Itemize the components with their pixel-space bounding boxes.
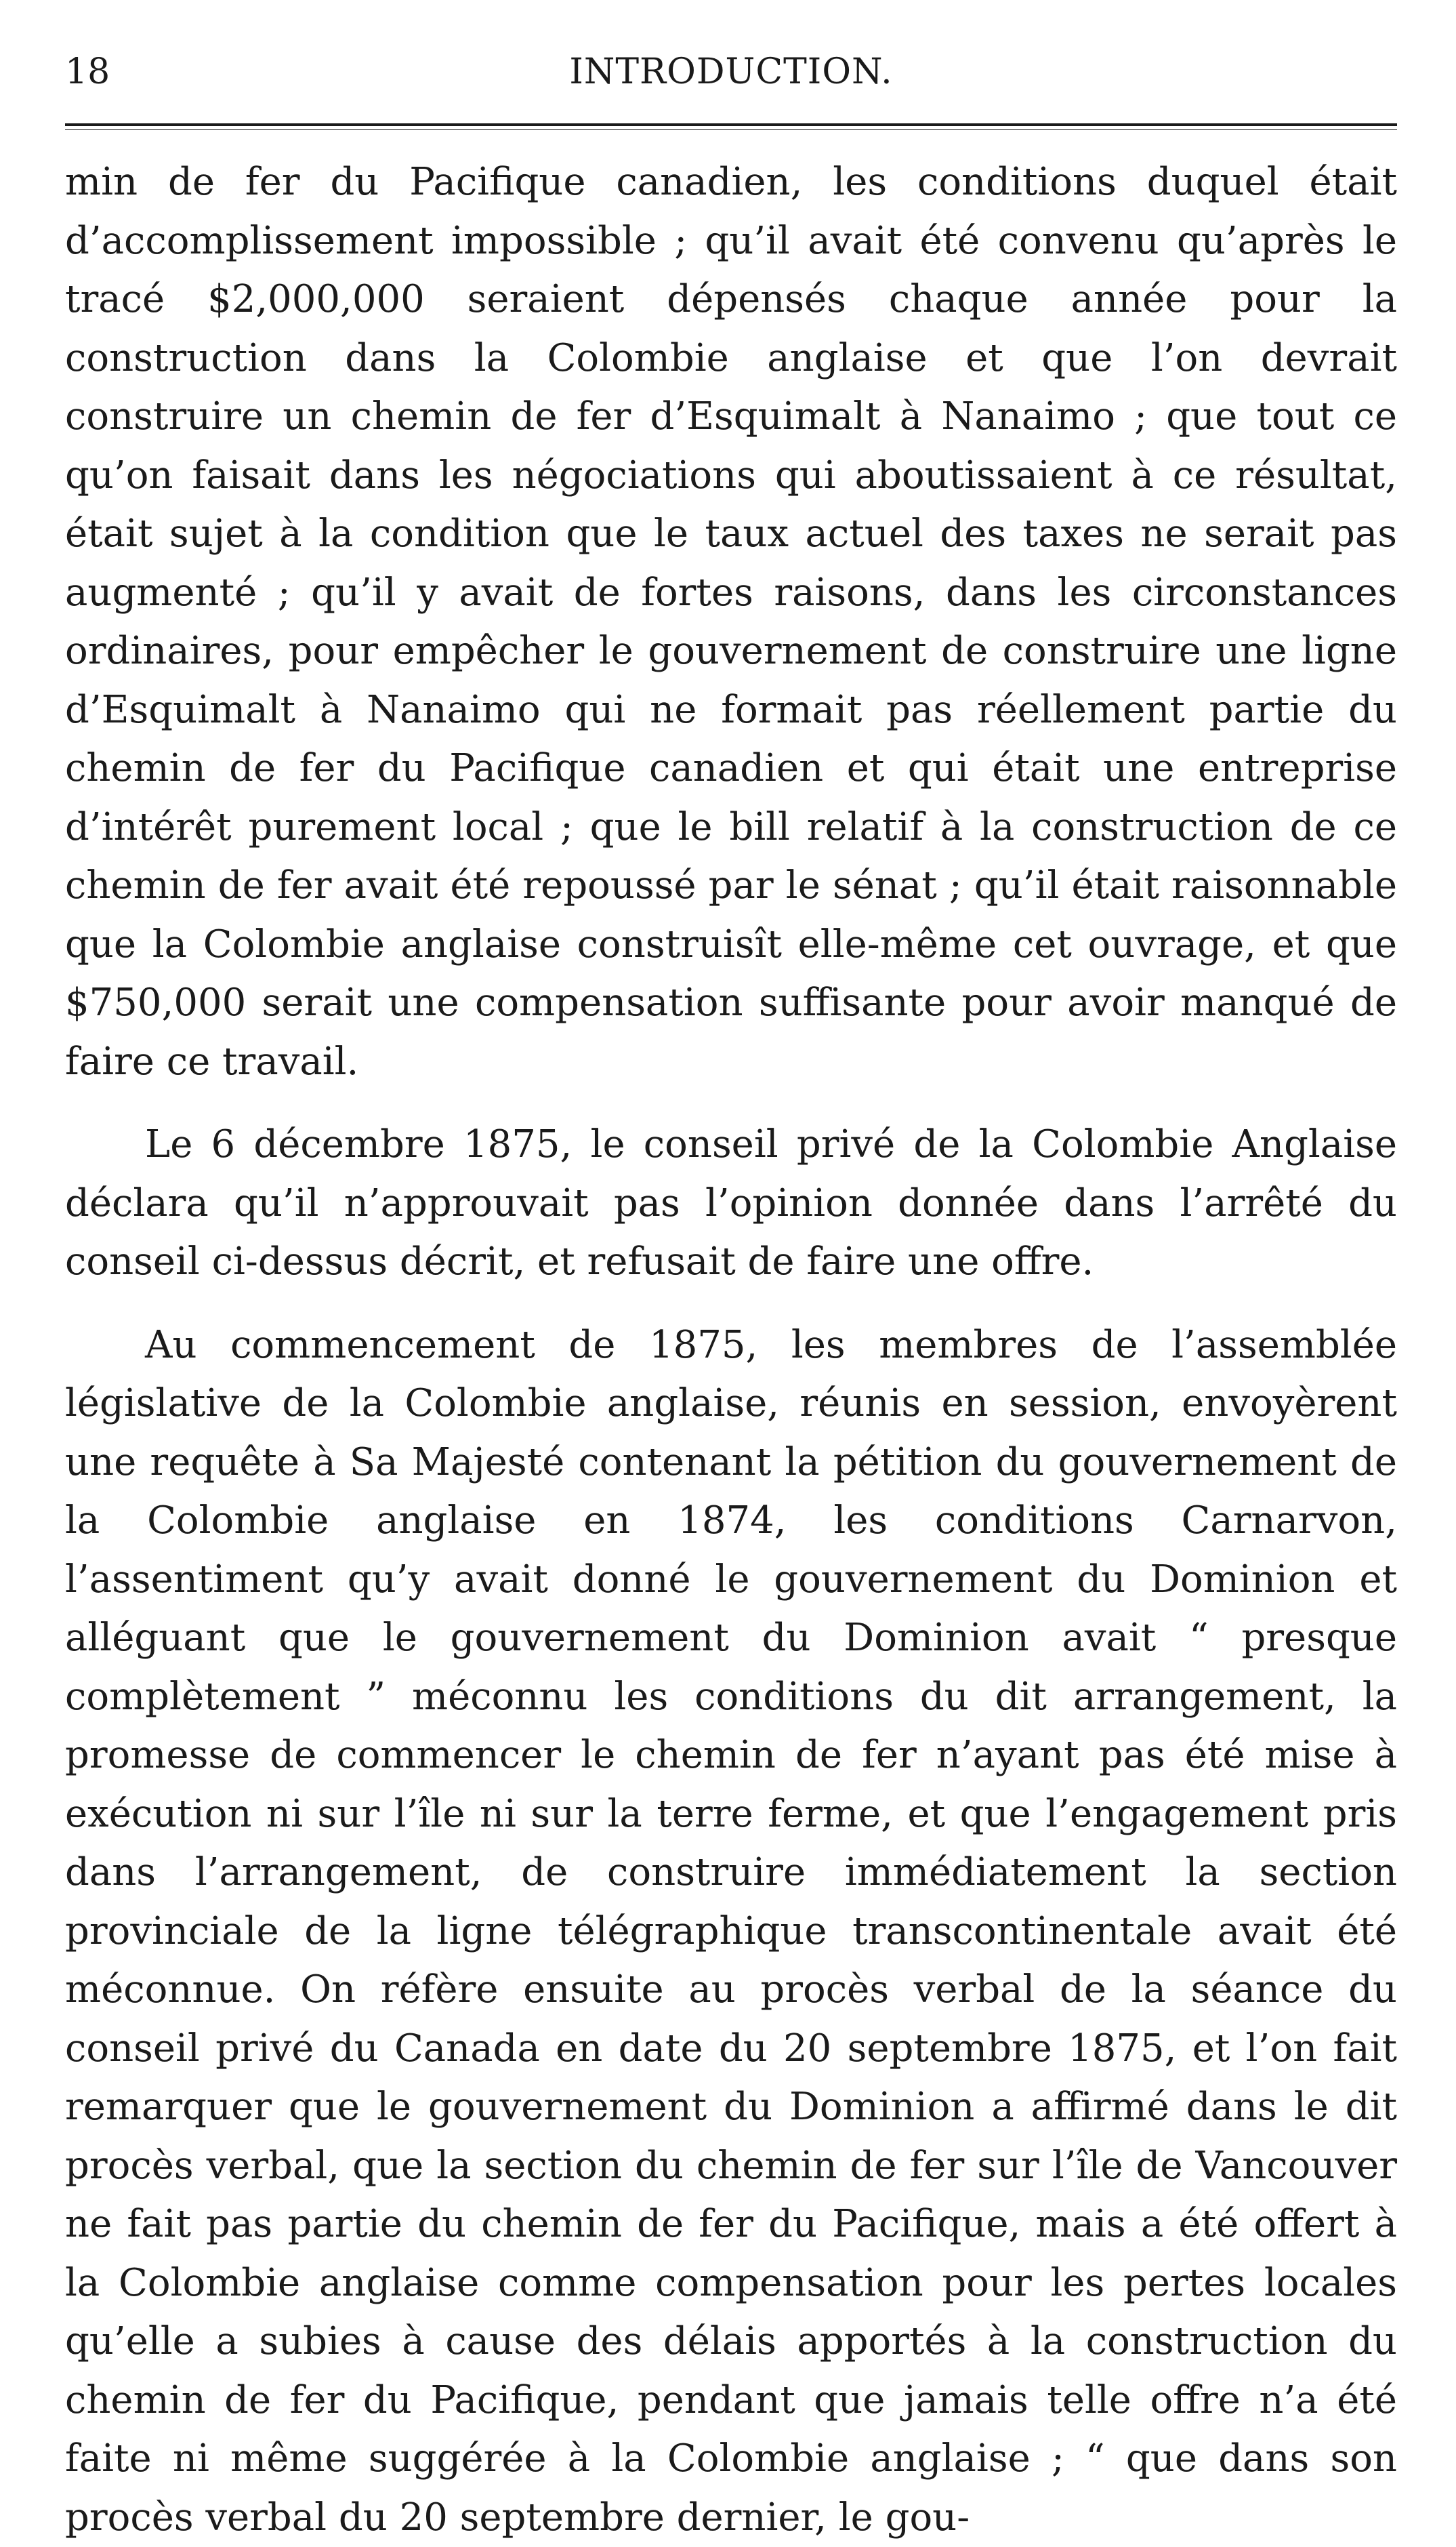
paragraph-continuation: min de fer du Pacifique canadien, les conditions duquel était d’accomplissement impossible ; qu’il avait été convenu qu’après le tracé $2,000,000 seraient dépensés chaque année pour la construction dans la Colombie anglaise et que l’on devrait construire un chemin de fer d’Esquimalt à Nanaimo ; que tout ce qu’on faisait dans les négociations qui aboutissaient à ce résultat, était sujet à la condition que le taux actuel des taxes ne serait pas augmenté ; qu’il y avait de fortes raisons, dans les circonstances ordinaires, pour empêcher le gouvernement de construire une ligne d’Esquimalt à Nanaimo qui ne formait pas réellement partie du chemin de fer du Pacifique canadien et qui était une entreprise d’intérêt purement local ; que le bill relatif à la construction de ce chemin de fer avait été repoussé par le sénat ; qu’il était raisonnable que la Colombie anglaise construisît elle-même cet ouvrage, et que $750,000 serait une compensation suffisante pour avoir manqué de faire ce travail. [65,153,1397,1091]
paragraph-assembly-petition: Au commencement de 1875, les membres de l’assemblée législative de la Colombie anglaise, réunis en session, envoyèrent une requête à Sa Majesté contenant la pétition du gouvernement de la Colombie anglaise en 1874, les conditions Carnarvon, l’assentiment qu’y avait donné le gouvernement du Dominion et alléguant que le gouvernement du Dominion avait “ presque complètement ” méconnu les conditions du dit arrangement, la promesse de commencer le chemin de fer n’ayant pas été mise à exécution ni sur l’île ni sur la terre ferme, et que l’engagement pris dans l’arrangement, de construire immédiatement la section provinciale de la ligne télégraphique transcontinentale avait été méconnue. On réfère ensuite au procès verbal de la séance du conseil privé du Canada en date du 20 septembre 1875, et l’on fait remarquer que le gouvernement du Dominion a affirmé dans le dit procès verbal, que la section du chemin de fer sur l’île de Vancouver ne fait pas partie du chemin de fer du Pacifique, mais a été offert à la Colombie anglaise comme compensation pour les pertes locales qu’elle a subies à cause des délais apportés à la construction du chemin de fer du Pacifique, pendant que jamais telle offre n’a été faite ni même suggérée à la Colombie anglaise ; “ que dans son procès verbal du 20 septembre dernier, le gou- [65,1316,1397,2547]
paragraph-december-1875: Le 6 décembre 1875, le conseil privé de la Colombie Anglaise déclara qu’il n’approuvait pas l’opinion donnée dans l’arrêté du conseil ci-dessus décrit, et refusait de faire une offre. [65,1116,1397,1292]
book-page [65,41,1397,2547]
running-title: INTRODUCTION. [65,41,1397,103]
page-number: 18 [65,41,110,103]
page-header [65,41,1397,103]
header-rule [65,123,1397,130]
body-text [65,153,1397,2547]
